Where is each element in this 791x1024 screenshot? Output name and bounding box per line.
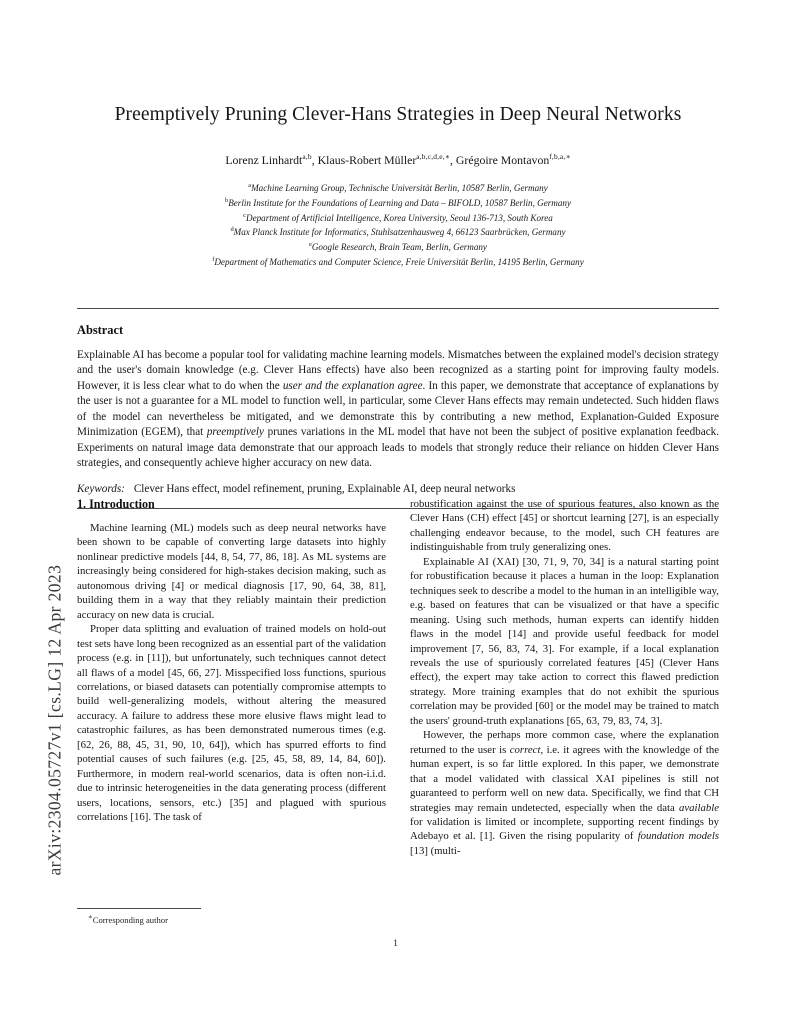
keywords-values: Clever Hans effect, model refinement, pruning, Explainable AI, deep neural networks	[133, 483, 516, 496]
author-entry	[225, 153, 311, 167]
affiliation-item	[77, 255, 719, 270]
affiliation-item	[77, 196, 719, 211]
author-name: Klaus-Robert Müller	[317, 152, 417, 167]
author-affiliation-marks: f,b,a,∗	[549, 152, 571, 161]
affiliation-item	[77, 211, 719, 226]
affiliation-item	[77, 181, 719, 196]
paragraph: robustification against the use of spurious features, also known as the Clever Hans (CH) effect [45] or shortcut learning [27], is an especially challenging endeavor because, to the model, such CH features are indistinguishable from truly generalizing ones.	[410, 498, 719, 554]
keywords-label: Keywords:	[77, 483, 125, 496]
author-affiliation-marks: a,b	[302, 152, 312, 161]
paragraph: Proper data splitting and evaluation of trained models on hold-out test sets have long been recognized as an essential part of the validation process (e.g. in [11]), but unfortunately, such techniques cannot detect all flaws of a model [45, 66, 27]. Misspecified loss functions, spurious correlations, or biased datasets can potentially compromise attempts to build well-generalizing models, without altering the measured accuracy. A failure to address these more elusive flaws might lead to catastrophic failures, as has been demonstrated numerous times (e.g. [62, 26, 88, 45, 31, 90, 10, 64]), which has spurred efforts to find potential causes of such failures (e.g. [25, 45, 58, 89, 14, 84, 60]). Furthermore, in modern real-world scenarios, data is often non-i.i.d. due to intrinsic heterogeneities in the data generating process (different users, locations, sensors, etc.) [35] and plagued with spurious correlations [16]. The task of	[77, 623, 386, 824]
footnote-label: Corresponding author	[92, 914, 168, 925]
affiliation-mark: f	[212, 256, 215, 264]
keywords-line	[77, 471, 719, 495]
affiliation-text: Berlin Institute for the Foundations of Learning and Data – BIFOLD, 10587 Berlin, Germany	[228, 197, 571, 208]
arxiv-identifier-stamp: arXiv:2304.05727v1 [cs.LG] 12 Apr 2023	[44, 564, 65, 876]
affiliation-mark: c	[243, 211, 247, 219]
paragraph	[410, 728, 719, 858]
abstract-heading: Abstract	[77, 322, 124, 337]
affiliation-text: Google Research, Brain Team, Berlin, Germany	[311, 242, 487, 253]
affiliation-item	[77, 225, 719, 240]
paragraph-segment: , i.e. it agrees with the knowledge of the human expert, is so far little explored. In this paper, we demonstrate that a model validated with classical XAI pipelines is still not guaranteed to perform well on new data. Specifically, we find that CH strategies may remain undetected, especially when the data	[410, 743, 720, 814]
author-entry	[318, 153, 450, 167]
left-column	[77, 497, 386, 858]
paragraph-emphasis: foundation models	[637, 830, 719, 843]
affiliation-list	[77, 168, 719, 270]
footnote-text	[77, 909, 386, 925]
section-heading-introduction: 1. Introduction	[77, 497, 155, 511]
paper-header-block	[77, 0, 719, 509]
footnote-marker: ∗	[88, 913, 93, 921]
author-separator: ,	[449, 152, 456, 167]
abstract-segment: prunes variations in the ML model that have not been the subject of positive explanation feedback. Experiments on natural image data demonstrate that our approach leads to models that strongly reduce their reliance on hidden Clever Hans strategies, and consequently achieve higher accuracy on new data.	[77, 426, 719, 470]
abstract-emphasis: preemptively	[206, 426, 264, 439]
author-entry	[456, 153, 571, 167]
abstract-segment: . In this paper, we demonstrate that acceptance of explanations by the user is not a guarantee for a ML model to function well, in particular, some Clever Hans effects may remain undetected. Such hidden flaws of the model can nevertheless be mitigated, and we demonstrate this by contributing a new method, Explanation-Guided Exposure Minimization (EGEM), that	[77, 379, 720, 439]
affiliation-item	[77, 240, 719, 255]
author-list	[77, 126, 719, 168]
affiliation-mark: d	[230, 226, 234, 234]
affiliation-mark: e	[309, 241, 312, 249]
abstract-text	[77, 338, 719, 472]
author-separator: ,	[311, 152, 318, 167]
author-name: Lorenz Linhardt	[225, 152, 303, 167]
author-affiliation-marks: a,b,c,d,e,∗	[416, 152, 450, 161]
page-number: 1	[393, 938, 398, 949]
right-column	[410, 497, 719, 858]
affiliation-text: Department of Mathematics and Computer Science, Freie Universität Berlin, 14195 Berlin, Germany	[214, 257, 584, 268]
author-name: Grégoire Montavon	[455, 152, 550, 167]
abstract-emphasis: user and the explanation agree	[282, 379, 423, 392]
paragraph-emphasis: correct	[509, 743, 541, 756]
paragraph-emphasis: available	[678, 801, 719, 814]
paragraph: Explainable AI (XAI) [30, 71, 9, 70, 34] is a natural starting point for robustification because it places a human in the loop: Explanation techniques seek to describe a model to the human in an intelligible way, e.g. based on features that can be visualized or that have a specific meaning. Using such methods, human experts can identify hidden flaws in the model [14] and provide useful feedback for model improvement [7, 56, 83, 74, 3]. For example, if a local explanation reveals the use of spuriously correlated features [45] (Clever Hans effect), the expert may take action to correct this flawed prediction strategy. More training examples that do not exhibit the spurious correlation may be provided [60] or the model may be trained to match the users' ground-truth explanations [65, 63, 79, 83, 74, 3].	[410, 555, 719, 727]
paragraph-segment: [13] (multi-	[410, 844, 461, 857]
affiliation-text: Max Planck Institute for Informatics, Stuhlsatzenhausweg 4, 66123 Saarbrücken, Germany	[233, 227, 566, 238]
affiliation-mark: b	[225, 196, 229, 204]
affiliation-mark: a	[248, 181, 252, 189]
body-columns	[77, 497, 719, 858]
paragraph-segment: However, the perhaps more common case, where the explanation returned to the user is	[410, 729, 719, 756]
affiliation-text: Machine Learning Group, Technische Universität Berlin, 10587 Berlin, Germany	[251, 182, 548, 193]
footnote-block	[77, 908, 386, 925]
affiliation-text: Department of Artificial Intelligence, Korea University, Seoul 136-713, South Korea	[246, 212, 553, 223]
paragraph-segment: for validation is limited or incomplete, supporting recent findings by Adebayo et al. [1]. Given the rising popularity of	[410, 815, 719, 843]
page-title: Preemptively Pruning Clever-Hans Strategies in Deep Neural Networks	[114, 104, 682, 125]
paragraph: Machine learning (ML) models such as deep neural networks have been shown to be capable of converting large datasets into highly nonlinear predictive models [44, 8, 54, 77, 86, 18]. As ML systems are increasingly being considered for high-stakes decision making, such as autonomous driving [4] or medical diagnosis [17, 90, 64, 38, 81], building them in a way that they reliably maintain their prediction accuracy on new data is crucial.	[77, 522, 386, 621]
abstract-segment: Explainable AI has become a popular tool for validating machine learning models. Mismatches between the explained model's decision strategy and the user's domain knowledge (e.g. Clever Hans effects) have also been recognized as a starting point for improving faulty models. However, it is less clear what to do when the	[77, 348, 719, 392]
